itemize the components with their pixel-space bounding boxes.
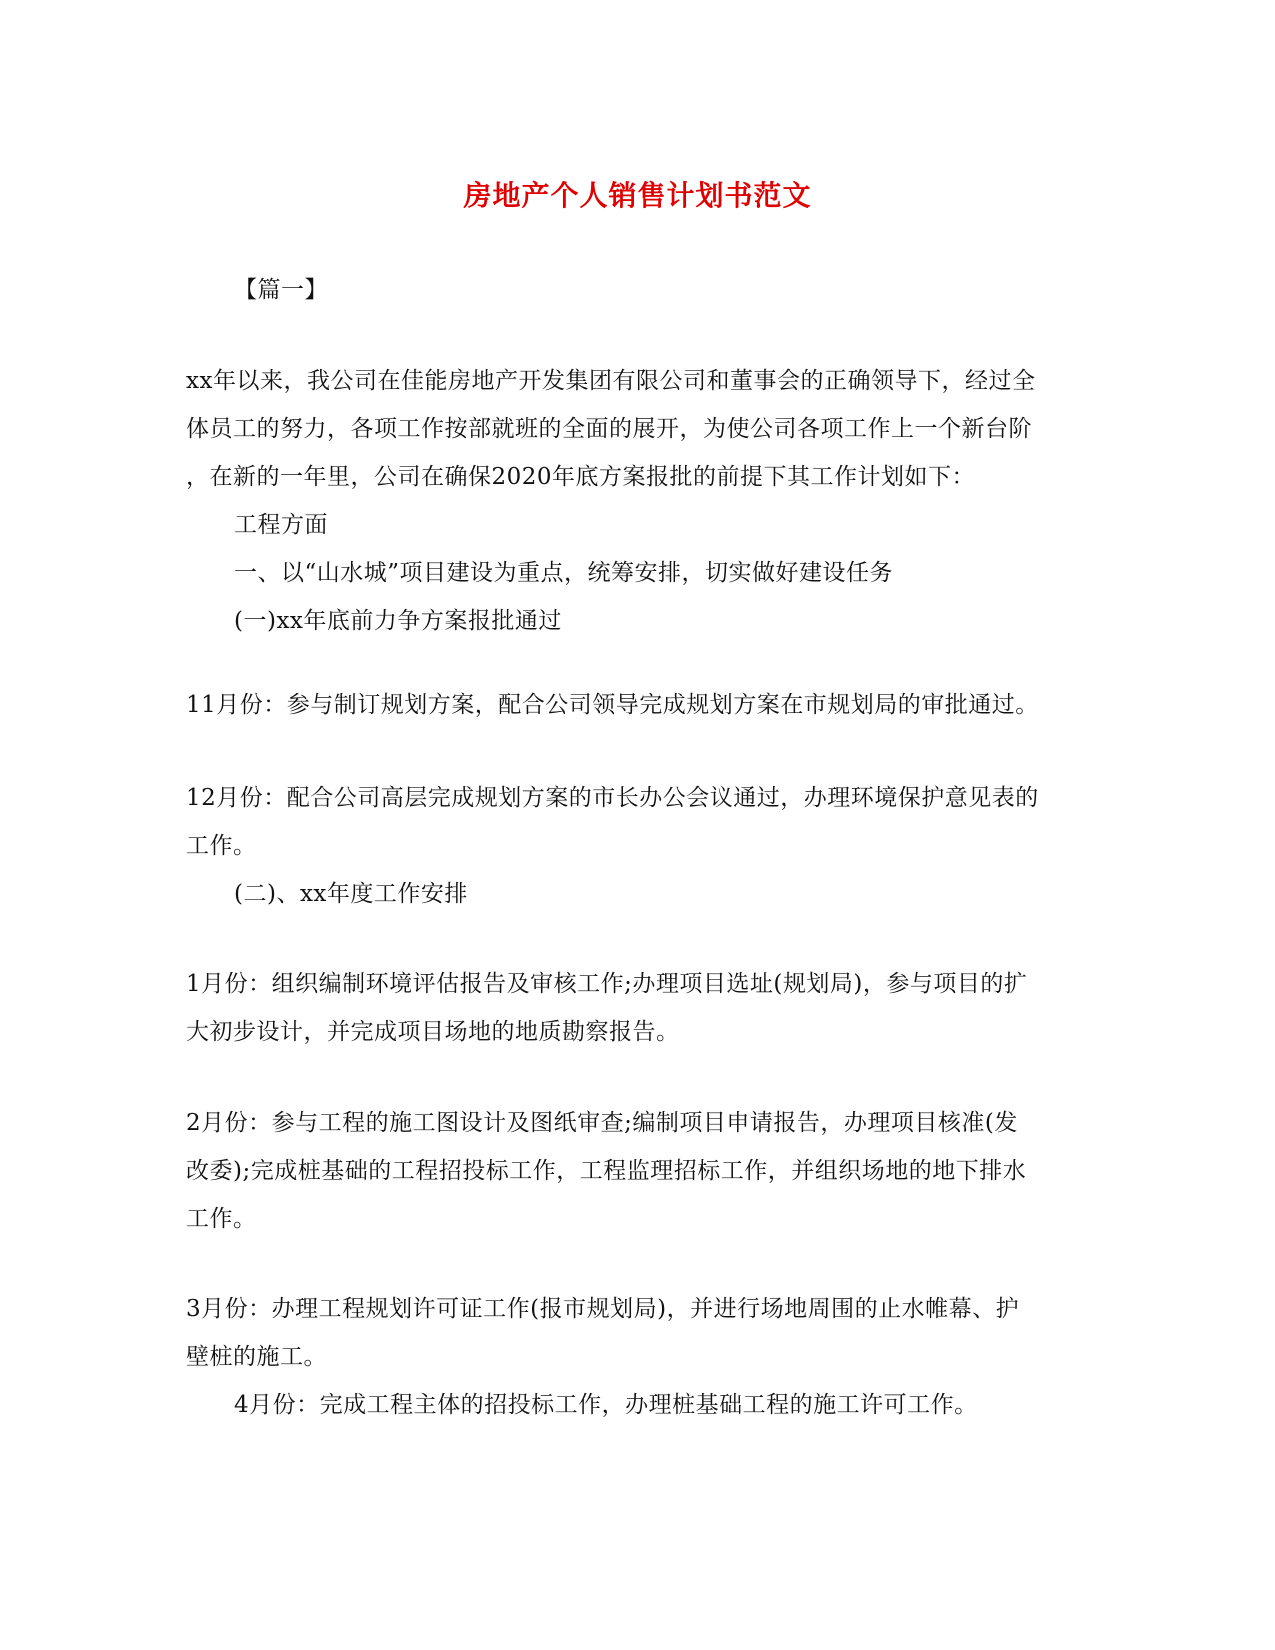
- paragraph-line: 11月份：参与制订规划方案，配合公司领导完成规划方案在市规划局的审批通过。: [186, 692, 1039, 718]
- paragraph-february: [186, 1099, 1091, 1243]
- paragraph-line: 2月份：参与工程的施工图设计及图纸审查;编制项目申请报告，办理项目核准(发: [186, 1110, 1018, 1136]
- paragraph-line: 壁桩的施工。: [186, 1344, 327, 1370]
- paragraph-november: [186, 681, 1091, 729]
- document-title: 房地产个人销售计划书范文: [463, 179, 812, 212]
- paragraph-line: xx年以来，我公司在佳能房地产开发集团有限公司和董事会的正确领导下，经过全: [186, 368, 1036, 394]
- section-label: 【篇一】: [234, 277, 328, 303]
- paragraph-line: 工作。: [186, 833, 257, 859]
- paragraph-line: ，在新的一年里，公司在确保2020年底方案报批的前提下其工作计划如下：: [186, 464, 976, 490]
- paragraph-april: 4月份：完成工程主体的招投标工作，办理桩基础工程的施工许可工作。: [234, 1392, 978, 1418]
- heading-sub2: (二)、xx年度工作安排: [234, 881, 468, 907]
- paragraph-line: 体员工的努力，各项工作按部就班的全面的展开，为使公司各项工作上一个新台阶: [186, 416, 1032, 442]
- paragraph-line: 大初步设计，并完成项目场地的地质勘察报告。: [186, 1019, 680, 1045]
- paragraph-line: 12月份：配合公司高层完成规划方案的市长办公会议通过，办理环境保护意见表的: [186, 785, 1039, 811]
- paragraph-march: [186, 1285, 1091, 1429]
- heading-sub1: (一)xx年底前力争方案报批通过: [234, 608, 562, 634]
- heading-engineering: 工程方面: [234, 512, 328, 538]
- intro-paragraph: [186, 357, 1091, 645]
- heading-one: 一、以“山水城”项目建设为重点，统筹安排，切实做好建设任务: [234, 560, 894, 586]
- paragraph-line: 改委);完成桩基础的工程招投标工作，工程监理招标工作，并组织场地的地下排水: [186, 1158, 1027, 1184]
- paragraph-line: 3月份：办理工程规划许可证工作(报市规划局)，并进行场地周围的止水帷幕、护: [186, 1296, 1020, 1322]
- paragraph-december: [186, 774, 1091, 918]
- paragraph-january: [186, 960, 1091, 1056]
- paragraph-line: 1月份：组织编制环境评估报告及审核工作;办理项目选址(规划局)，参与项目的扩: [186, 971, 1028, 997]
- paragraph-line: 工作。: [186, 1206, 257, 1232]
- section-heading: [186, 266, 1139, 314]
